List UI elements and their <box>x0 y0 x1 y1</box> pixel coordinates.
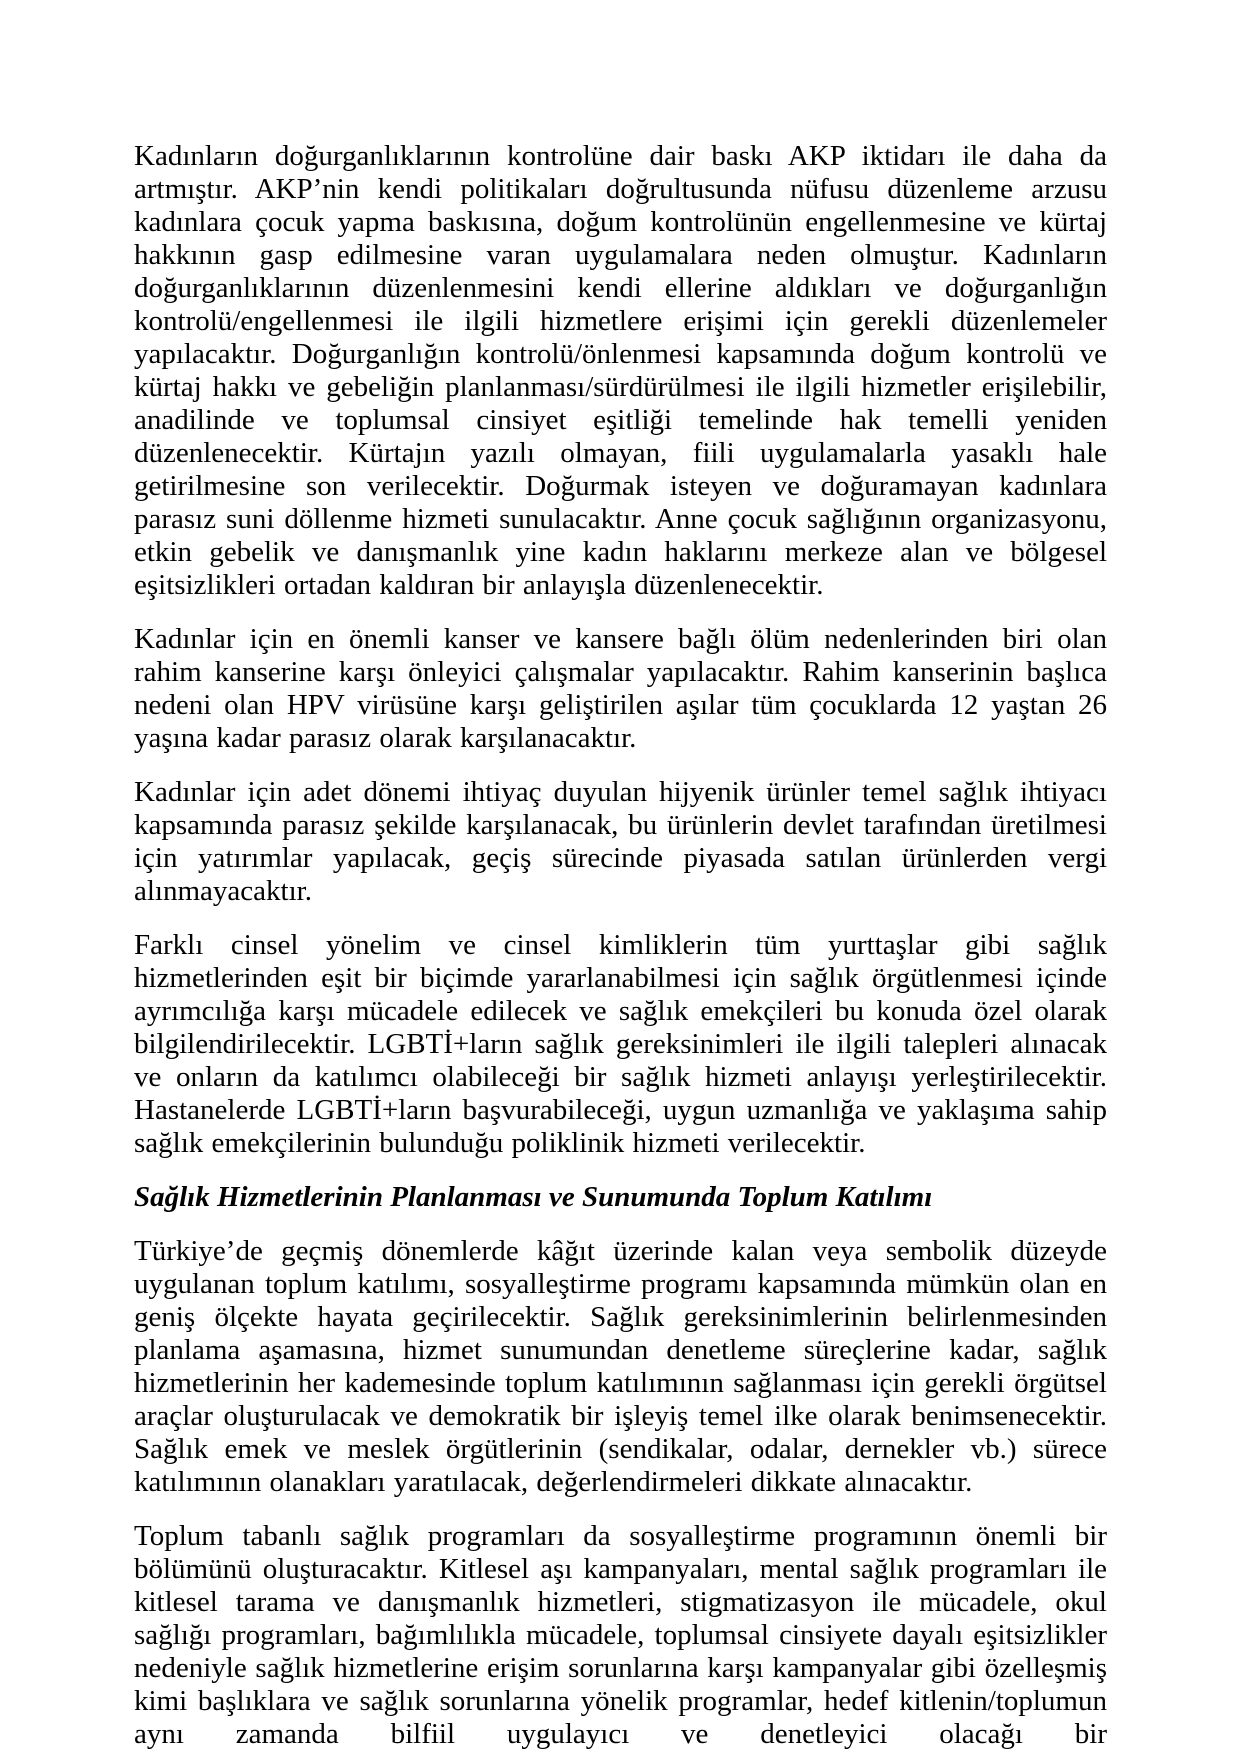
paragraph-fertility-control: Kadınların doğurganlıklarının kontrolüne dair baskı AKP iktidarı ile daha da artmıştır. AKP’nin kendi politikaları doğrultusunda nüfusu düzenleme arzusu kadınlara çocuk yapma baskısına, doğum kontrolünün engellenmesine ve kürtaj hakkının gasp edilmesine varan uygulamalara neden olmuştur. Kadınların doğurganlıklarının düzenlenmesini kendi ellerine aldıkları ve doğurganlığın kontrolü/engellenmesi ile ilgili hizmetlere erişimi için gerekli düzenlemeler yapılacaktır. Doğurganlığın kontrolü/önlenmesi kapsamında doğum kontrolü ve kürtaj hakkı ve gebeliğin planlanması/sürdürülmesi ile ilgili hizmetler erişilebilir, anadilinde ve toplumsal cinsiyet eşitliği temelinde hak temelli yeniden düzenlenecektir. Kürtajın yazılı olmayan, fiili uygulamalarla yasaklı hale getirilmesine son verilecektir. Doğurmak isteyen ve doğuramayan kadınlara parasız suni döllenme hizmeti sunulacaktır. Anne çocuk sağlığının organizasyonu, etkin gebelik ve danışmanlık yine kadın haklarını merkeze alan ve bölgesel eşitsizlikleri ortadan kaldıran bir anlayışla düzenlenecektir. <box>134 140 1107 601</box>
paragraph-community-participation: Türkiye’de geçmiş dönemlerde kâğıt üzerinde kalan veya sembolik düzeyde uygulanan toplum katılımı, sosyalleştirme programı kapsamında mümkün olan en geniş ölçekte hayata geçirilecektir. Sağlık gereksinimlerinin belirlenmesinden planlama aşamasına, hizmet sunumundan denetleme süreçlerine kadar, sağlık hizmetlerinin her kademesinde toplum katılımının sağlanması için gerekli örgütsel araçlar oluşturulacak ve demokratik bir işleyiş temel ilke olarak benimsenecektir. Sağlık emek ve meslek örgütlerinin (sendikalar, odalar, dernekler vb.) sürece katılımının olanakları yaratılacak, değerlendirmeleri dikkate alınacaktır. <box>134 1235 1107 1498</box>
paragraph-cervical-cancer-hpv: Kadınlar için en önemli kanser ve kansere bağlı ölüm nedenlerinden biri olan rahim kanserine karşı önleyici çalışmalar yapılacaktır. Rahim kanserinin başlıca nedeni olan HPV virüsüne karşı geliştirilen aşılar tüm çocuklarda 12 yaştan 26 yaşına kadar parasız olarak karşılanacaktır. <box>134 623 1107 754</box>
paragraph-community-health-programs: Toplum tabanlı sağlık programları da sosyalleştirme programının önemli bir bölümünü oluşturacaktır. Kitlesel aşı kampanyaları, mental sağlık programları ile kitlesel tarama ve danışmanlık hizmetleri, stigmatizasyon ile mücadele, okul sağlığı programları, bağımlılıkla mücadele, toplumsal cinsiyete dayalı eşitsizlikler nedeniyle sağlık hizmetlerine erişim sorunlarına karşı kampanyalar gibi özelleşmiş kimi başlıklara ve sağlık sorunlarına yönelik programlar, hedef kitlenin/toplumun aynı zamanda bilfiil uygulayıcı ve denetleyici olacağı bir <box>134 1520 1107 1750</box>
paragraph-lgbti-health-services: Farklı cinsel yönelim ve cinsel kimliklerin tüm yurttaşlar gibi sağlık hizmetlerinden eşit bir biçimde yararlanabilmesi için sağlık örgütlenmesi içinde ayrımcılığa karşı mücadele edilecek ve sağlık emekçileri bu konuda özel olarak bilgilendirilecektir. LGBTİ+ların sağlık gereksinimleri ile ilgili talepleri alınacak ve onların da katılımcı olabileceği bir sağlık hizmeti anlayışı yerleştirilecektir. Hastanelerde LGBTİ+ların başvurabileceği, uygun uzmanlığa ve yaklaşıma sahip sağlık emekçilerinin bulunduğu poliklinik hizmeti verilecektir. <box>134 929 1107 1159</box>
page-text-block <box>134 140 1107 1754</box>
section-heading: Sağlık Hizmetlerinin Planlanması ve Sunumunda Toplum Katılımı <box>134 1181 933 1213</box>
paragraph-hygiene-products: Kadınlar için adet dönemi ihtiyaç duyulan hijyenik ürünler temel sağlık ihtiyacı kapsamında parasız şekilde karşılanacak, bu ürünlerin devlet tarafından üretilmesi için yatırımlar yapılacak, geçiş sürecinde piyasada satılan ürünlerden vergi alınmayacaktır. <box>134 776 1107 907</box>
